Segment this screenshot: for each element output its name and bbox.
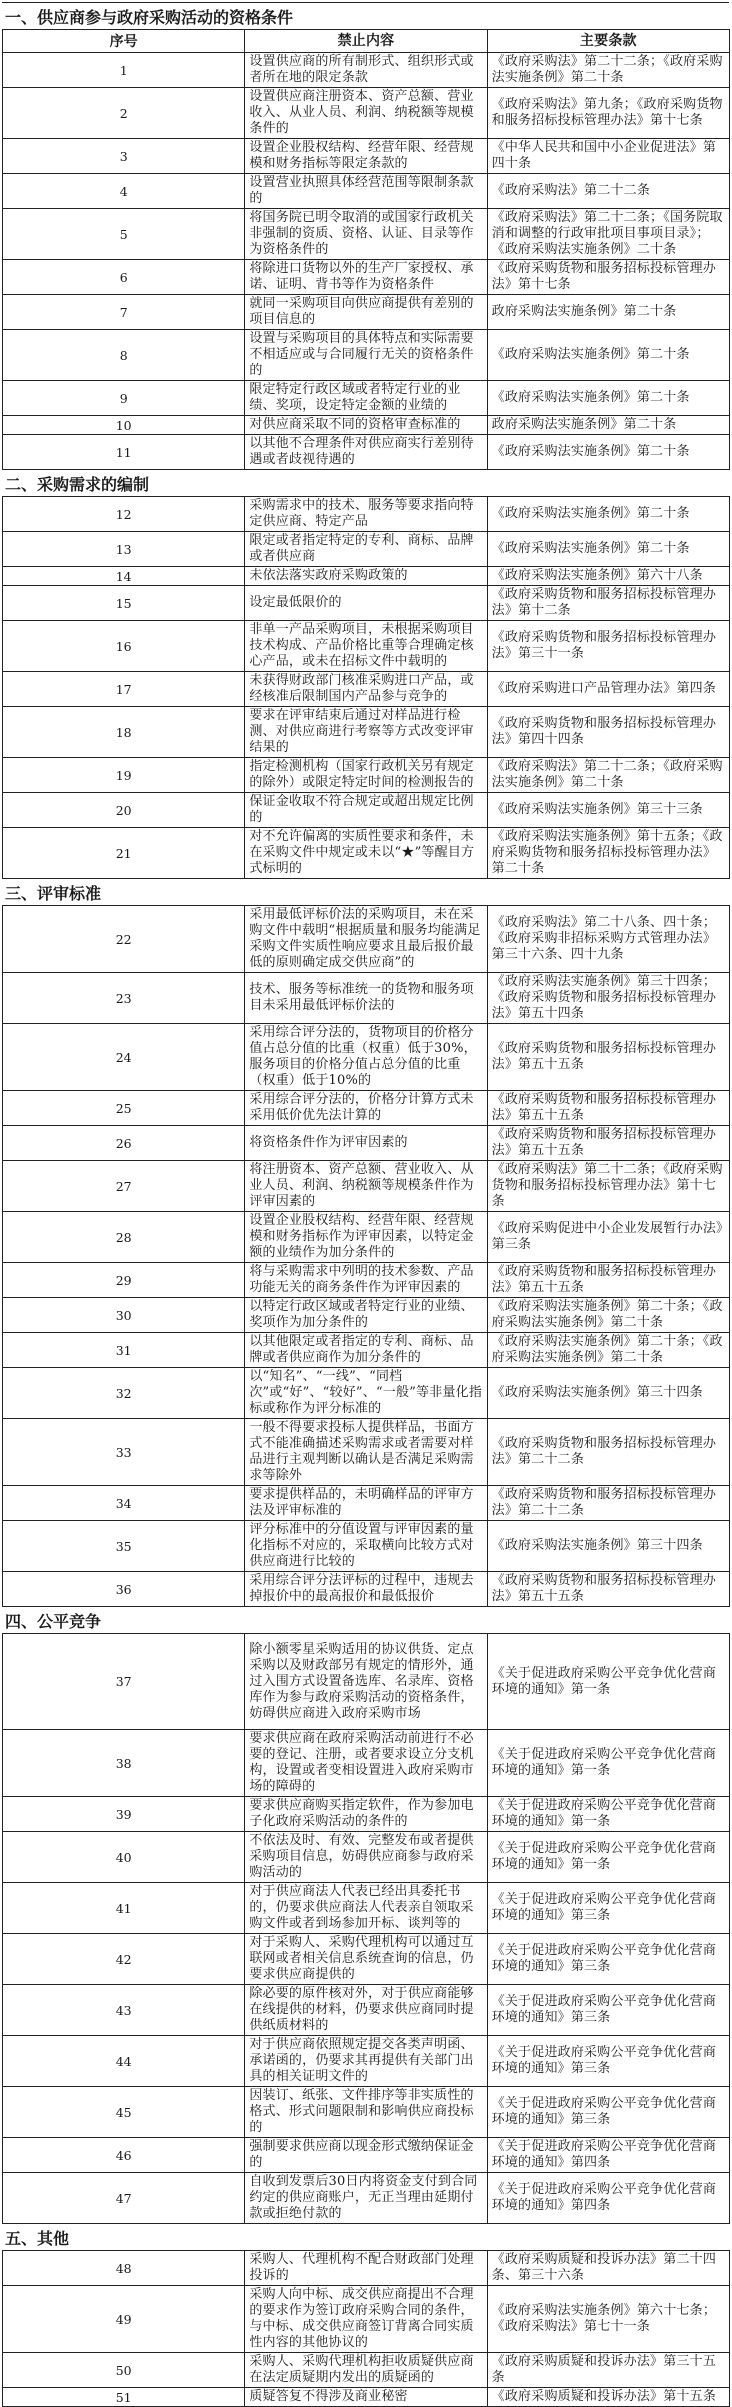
row-legal-clause: 《政府采购法实施条例》第三十三条 — [487, 793, 729, 828]
row-legal-clause: 《政府采购法》第二十二条；《政府采购法实施条例》第二十条 — [487, 53, 729, 88]
row-number: 13 — [3, 532, 245, 567]
row-prohibited-content: 设置供应商的所有制形式、组织形式或者所在地的限定条款 — [245, 53, 487, 88]
section-row — [3, 1607, 730, 1634]
row-legal-clause: 《政府采购法》第二十二条；《政府采购法实施条例》第二十条 — [487, 758, 729, 793]
row-legal-clause: 《政府采购促进中小企业发展暂行办法》第三条 — [487, 1212, 729, 1263]
row-legal-clause: 《政府采购法实施条例》第二十条 — [487, 497, 729, 532]
row-number: 46 — [3, 2138, 245, 2173]
row-number: 1 — [3, 53, 245, 88]
row-prohibited-content: 对于供应商法人代表已经出具委托书的，仍要求供应商法人代表亲自领取采购文件或者到场参加开标、谈判等的 — [245, 1883, 487, 1934]
row-prohibited-content: 要求供应商购买指定软件，作为参加电子化政府采购活动的条件的 — [245, 1797, 487, 1832]
row-number: 45 — [3, 2087, 245, 2138]
row-prohibited-content: 设置企业股权结构、经营年限、经营规模和财务指标等限定条款的 — [245, 139, 487, 174]
row-legal-clause: 《政府采购货物和服务招标投标管理办法》第二十二条 — [487, 1419, 729, 1486]
row-number: 50 — [3, 2353, 245, 2388]
row-legal-clause: 《关于促进政府采购公平竞争优化营商环境的通知》第一条 — [487, 1797, 729, 1832]
row-legal-clause: 《关于促进政府采购公平竞争优化营商环境的通知》第三条 — [487, 1985, 729, 2036]
row-number: 29 — [3, 1263, 245, 1298]
table-row — [3, 209, 730, 260]
row-prohibited-content: 设置与采购项目的具体特点和实际需要不相适应或与合同履行无关的资格条件的 — [245, 330, 487, 381]
table-row — [3, 53, 730, 88]
row-prohibited-content: 不依法及时、有效、完整发布或者提供采购项目信息，妨碍供应商参与政府采购活动的 — [245, 1832, 487, 1883]
row-number: 2 — [3, 88, 245, 139]
row-number: 17 — [3, 672, 245, 707]
row-number: 51 — [3, 2388, 245, 2407]
table-row — [3, 1634, 730, 1730]
row-legal-clause: 《政府采购法实施条例》第六十八条 — [487, 567, 729, 586]
row-prohibited-content: 以特定行政区域或者特定行业的业绩、奖项作为加分条件的 — [245, 1298, 487, 1333]
row-number: 30 — [3, 1298, 245, 1333]
row-number: 6 — [3, 260, 245, 295]
row-legal-clause: 政府采购法实施条例》第二十条 — [487, 295, 729, 330]
row-number: 18 — [3, 707, 245, 758]
row-legal-clause: 《政府采购货物和服务招标投标管理办法》第四十四条 — [487, 707, 729, 758]
table-row — [3, 586, 730, 621]
table-row — [3, 973, 730, 1024]
regulation-document — [2, 2, 730, 2407]
row-prohibited-content: 采购人向中标、成交供应商提出不合理的要求作为签订政府采购合同的条件，与中标、成交供应商签订背离合同实质性内容的其他协议的 — [245, 2286, 487, 2353]
row-prohibited-content: 要求供应商在政府采购活动前进行不必要的登记、注册，或者要求设立分支机构，设置或者变相设置进入政府采购市场的障碍的 — [245, 1730, 487, 1797]
table-row — [3, 1368, 730, 1419]
table-row — [3, 1161, 730, 1212]
section-title: 三、评审标准 — [3, 879, 730, 906]
table-row — [3, 139, 730, 174]
row-number: 12 — [3, 497, 245, 532]
row-number: 22 — [3, 906, 245, 973]
row-legal-clause: 《政府采购货物和服务招标投标管理办法》第十七条 — [487, 260, 729, 295]
table-row — [3, 416, 730, 435]
section-row — [3, 3, 730, 30]
row-legal-clause: 《关于促进政府采购公平竞争优化营商环境的通知》第四条 — [487, 2173, 729, 2224]
section-title: 四、公平竞争 — [3, 1607, 730, 1634]
row-number: 37 — [3, 1634, 245, 1730]
row-legal-clause: 《政府采购货物和服务招标投标管理办法》第三十一条 — [487, 621, 729, 672]
row-legal-clause: 《政府采购法实施条例》第三十四条 — [487, 1368, 729, 1419]
row-legal-clause: 《政府采购法实施条例》第二十条 — [487, 532, 729, 567]
row-legal-clause: 《政府采购货物和服务招标投标管理办法》第十二条 — [487, 586, 729, 621]
row-number: 23 — [3, 973, 245, 1024]
row-legal-clause: 《政府采购法实施条例》第二十条 — [487, 381, 729, 416]
row-legal-clause: 《政府采购货物和服务招标投标管理办法》第五十五条 — [487, 1024, 729, 1091]
row-legal-clause: 《政府采购法实施条例》第二十条 — [487, 330, 729, 381]
table-row — [3, 1126, 730, 1161]
row-number: 24 — [3, 1024, 245, 1091]
row-prohibited-content: 保证金收取不符合规定或超出规定比例的 — [245, 793, 487, 828]
table-row — [3, 828, 730, 879]
row-legal-clause: 《关于促进政府采购公平竞争优化营商环境的通知》第一条 — [487, 1832, 729, 1883]
row-prohibited-content: 采用综合评分法的，货物项目的价格分值占总分值的比重（权重）低于30%，服务项目的价格分值占总分值的比重（权重）低于10%的 — [245, 1024, 487, 1091]
row-number: 42 — [3, 1934, 245, 1985]
section-title: 五、其他 — [3, 2224, 730, 2251]
row-legal-clause: 《关于促进政府采购公平竞争优化营商环境的通知》第三条 — [487, 2036, 729, 2087]
row-prohibited-content: 自收到发票后30日内将资金支付到合同约定的供应商账户，无正当理由延期付款或拒绝付款的 — [245, 2173, 487, 2224]
row-prohibited-content: 要求在评审结束后通过对样品进行检测、对供应商进行考察等方式改变评审结果的 — [245, 707, 487, 758]
row-number: 20 — [3, 793, 245, 828]
row-number: 40 — [3, 1832, 245, 1883]
table-row — [3, 174, 730, 209]
row-legal-clause: 《关于促进政府采购公平竞争优化营商环境的通知》第一条 — [487, 1730, 729, 1797]
row-prohibited-content: 以其他不合理条件对供应商实行差别待遇或者歧视待遇的 — [245, 435, 487, 470]
table-row — [3, 2087, 730, 2138]
row-number: 9 — [3, 381, 245, 416]
table-row — [3, 2388, 730, 2407]
row-number: 3 — [3, 139, 245, 174]
row-number: 36 — [3, 1572, 245, 1607]
row-prohibited-content: 设置企业股权结构、经营年限、经营规模和财务指标作为评审因素，以特定金额的业绩作为加分条件的 — [245, 1212, 487, 1263]
table-row — [3, 1572, 730, 1607]
row-legal-clause: 《政府采购法》第二十八条、四十条；《政府采购非招标采购方式管理办法》第三十六条、四十九条 — [487, 906, 729, 973]
row-prohibited-content: 指定检测机构（国家行政机关另有规定的除外）或限定特定时间的检测报告的 — [245, 758, 487, 793]
row-number: 35 — [3, 1521, 245, 1572]
row-legal-clause: 《关于促进政府采购公平竞争优化营商环境的通知》第四条 — [487, 2138, 729, 2173]
table-row — [3, 435, 730, 470]
table-row — [3, 381, 730, 416]
row-prohibited-content: 一般不得要求投标人提供样品，书面方式不能准确描述采购需求或者需要对样品进行主观判断以确认是否满足采购需求等除外 — [245, 1419, 487, 1486]
row-number: 25 — [3, 1091, 245, 1126]
table-row — [3, 1298, 730, 1333]
table-row — [3, 567, 730, 586]
row-legal-clause: 《关于促进政府采购公平竞争优化营商环境的通知》第三条 — [487, 1934, 729, 1985]
row-number: 15 — [3, 586, 245, 621]
table-row — [3, 295, 730, 330]
table-row — [3, 2138, 730, 2173]
row-prohibited-content: 就同一采购项目向供应商提供有差别的项目信息的 — [245, 295, 487, 330]
table-row — [3, 707, 730, 758]
header-no: 序号 — [3, 30, 245, 53]
row-legal-clause: 《政府采购法实施条例》第三十四条；《政府采购货物和服务招标投标管理办法》第五十四条 — [487, 973, 729, 1024]
row-legal-clause: 《政府采购货物和服务招标投标管理办法》第五十五条 — [487, 1572, 729, 1607]
row-number: 33 — [3, 1419, 245, 1486]
row-prohibited-content: 除小额零星采购适用的协议供货、定点采购以及财政部另有规定的情形外，通过入围方式设置备选库、名录库、资格库作为参与政府采购活动的资格条件，妨碍供应商进入政府采购市场 — [245, 1634, 487, 1730]
table-row — [3, 2286, 730, 2353]
row-number: 19 — [3, 758, 245, 793]
row-prohibited-content: 将与采购需求中列明的技术参数、产品功能无关的商务条件作为评审因素的 — [245, 1263, 487, 1298]
row-number: 4 — [3, 174, 245, 209]
table-row — [3, 88, 730, 139]
row-legal-clause: 《政府采购质疑和投诉办法》第二十四条、第三十六条 — [487, 2251, 729, 2286]
row-prohibited-content: 采购人、代理机构不配合财政部门处理投诉的 — [245, 2251, 487, 2286]
row-prohibited-content: 非单一产品采购项目，未根据采购项目技术构成、产品价格比重等合理确定核心产品，或未在招标文件中载明的 — [245, 621, 487, 672]
row-prohibited-content: 以“知名”、“一线”、“同档次”或“好”、“较好”、“一般”等非量化指标或称作为评分标准的 — [245, 1368, 487, 1419]
table-row — [3, 1419, 730, 1486]
table-row — [3, 1024, 730, 1091]
table-row — [3, 1730, 730, 1797]
row-prohibited-content: 未获得财政部门核准采购进口产品，或经核准后限制国内产品参与竞争的 — [245, 672, 487, 707]
table-row — [3, 1263, 730, 1298]
table-row — [3, 1934, 730, 1985]
row-legal-clause: 政府采购法实施条例》第二十条 — [487, 416, 729, 435]
table-row — [3, 2251, 730, 2286]
row-number: 11 — [3, 435, 245, 470]
row-number: 47 — [3, 2173, 245, 2224]
row-legal-clause: 《政府采购法》第二十二条；《国务院取消和调整的行政审批项目事项目录》；《政府采购法实施条例》二十条 — [487, 209, 729, 260]
section-row — [3, 2224, 730, 2251]
row-number: 5 — [3, 209, 245, 260]
row-number: 16 — [3, 621, 245, 672]
row-legal-clause: 《关于促进政府采购公平竞争优化营商环境的通知》第一条 — [487, 1634, 729, 1730]
row-number: 39 — [3, 1797, 245, 1832]
row-number: 41 — [3, 1883, 245, 1934]
table-row — [3, 793, 730, 828]
row-prohibited-content: 技术、服务等标准统一的货物和服务项目未采用最低评标价法的 — [245, 973, 487, 1024]
row-number: 14 — [3, 567, 245, 586]
table-row — [3, 906, 730, 973]
table-row — [3, 2353, 730, 2388]
table-row — [3, 1091, 730, 1126]
row-number: 31 — [3, 1333, 245, 1368]
row-prohibited-content: 采购人、采购代理机构拒收质疑供应商在法定质疑期内发出的质疑函的 — [245, 2353, 487, 2388]
table-row — [3, 621, 730, 672]
row-prohibited-content: 评分标准中的分值设置与评审因素的量化指标不对应的，采取横向比较方式对供应商进行比较的 — [245, 1521, 487, 1572]
row-number: 27 — [3, 1161, 245, 1212]
row-legal-clause: 《政府采购货物和服务招标投标管理办法》第五十五条 — [487, 1091, 729, 1126]
row-prohibited-content: 对供应商采取不同的资格审查标准的 — [245, 416, 487, 435]
row-legal-clause: 《政府采购法》第九条；《政府采购货物和服务招标投标管理办法》第十七条 — [487, 88, 729, 139]
row-number: 48 — [3, 2251, 245, 2286]
row-legal-clause: 《政府采购质疑和投诉办法》第十五条 — [487, 2388, 729, 2407]
section-title: 一、供应商参与政府采购活动的资格条件 — [3, 3, 730, 30]
row-number: 28 — [3, 1212, 245, 1263]
table-row — [3, 1985, 730, 2036]
table-row — [3, 532, 730, 567]
row-prohibited-content: 设定最低限价的 — [245, 586, 487, 621]
row-prohibited-content: 将国务院已明令取消的或国家行政机关非强制的资质、资格、认证、目录等作为资格条件的 — [245, 209, 487, 260]
row-number: 10 — [3, 416, 245, 435]
table-row — [3, 758, 730, 793]
table-row — [3, 1333, 730, 1368]
row-prohibited-content: 未依法落实政府采购政策的 — [245, 567, 487, 586]
table-row — [3, 1212, 730, 1263]
row-prohibited-content: 以其他限定或者指定的专利、商标、品牌或者供应商作为加分条件的 — [245, 1333, 487, 1368]
row-prohibited-content: 强制要求供应商以现金形式缴纳保证金的 — [245, 2138, 487, 2173]
row-legal-clause: 《政府采购法实施条例》第六十七条；《政府采购法》第七十一条 — [487, 2286, 729, 2353]
row-legal-clause: 《政府采购货物和服务招标投标管理办法》第五十五条 — [487, 1126, 729, 1161]
row-prohibited-content: 将除进口货物以外的生产厂家授权、承诺、证明、背书等作为资格条件 — [245, 260, 487, 295]
table-row — [3, 330, 730, 381]
row-prohibited-content: 采购需求中的技术、服务等要求指向特定供应商、特定产品 — [245, 497, 487, 532]
row-legal-clause: 《关于促进政府采购公平竞争优化营商环境的通知》第三条 — [487, 1883, 729, 1934]
table-row — [3, 672, 730, 707]
table-row — [3, 1521, 730, 1572]
row-number: 32 — [3, 1368, 245, 1419]
row-prohibited-content: 因装订、纸张、文件排序等非实质性的格式、形式问题限制和影响供应商投标的 — [245, 2087, 487, 2138]
row-legal-clause: 《政府采购法》第二十二条；《政府采购货物和服务招标投标管理办法》第十七条 — [487, 1161, 729, 1212]
table-row — [3, 2173, 730, 2224]
row-prohibited-content: 对于供应商依照规定提交各类声明函、承诺函的，仍要求其再提供有关部门出具的相关证明文件的 — [245, 2036, 487, 2087]
row-legal-clause: 《政府采购法实施条例》第三十四条 — [487, 1521, 729, 1572]
row-number: 21 — [3, 828, 245, 879]
section-row — [3, 470, 730, 497]
row-legal-clause: 《政府采购质疑和投诉办法》第三十五条 — [487, 2353, 729, 2388]
row-number: 43 — [3, 1985, 245, 2036]
table-row — [3, 1486, 730, 1521]
prohibition-table — [2, 2, 730, 2407]
row-legal-clause: 《政府采购法》第二十二条 — [487, 174, 729, 209]
row-prohibited-content: 对于采购人、采购代理机构可以通过互联网或者相关信息系统查询的信息，仍要求供应商提供的 — [245, 1934, 487, 1985]
table-row — [3, 1883, 730, 1934]
row-number: 8 — [3, 330, 245, 381]
row-legal-clause: 《政府采购法实施条例》第二十条；《政府采购法实施条例》第二十条 — [487, 1333, 729, 1368]
row-legal-clause: 《政府采购进口产品管理办法》第四条 — [487, 672, 729, 707]
row-number: 26 — [3, 1126, 245, 1161]
row-legal-clause: 《政府采购法实施条例》第十五条；《政府采购货物和服务招标投标管理办法》第二十条 — [487, 828, 729, 879]
row-prohibited-content: 要求提供样品的，未明确样品的评审方法及评审标准的 — [245, 1486, 487, 1521]
row-legal-clause: 《政府采购货物和服务招标投标管理办法》第五十五条 — [487, 1263, 729, 1298]
row-prohibited-content: 对不允许偏离的实质性要求和条件，未在采购文件中规定或未以“★”等醒目方式标明的 — [245, 828, 487, 879]
table-row — [3, 497, 730, 532]
header-clause: 主要条款 — [487, 30, 729, 53]
table-row — [3, 260, 730, 295]
row-prohibited-content: 设置营业执照具体经营范围等限制条款的 — [245, 174, 487, 209]
row-prohibited-content: 采用综合评分法评标的过程中，违规去掉报价中的最高报价和最低报价 — [245, 1572, 487, 1607]
row-legal-clause: 《政府采购法实施条例》第二十条；《政府采购法实施条例》第二十条 — [487, 1298, 729, 1333]
row-legal-clause: 《关于促进政府采购公平竞争优化营商环境的通知》第三条 — [487, 2087, 729, 2138]
table-row — [3, 2036, 730, 2087]
row-legal-clause: 《政府采购法实施条例》第二十条 — [487, 435, 729, 470]
row-prohibited-content: 设置供应商注册资本、资产总额、营业收入、从业人员、利润、纳税额等规模条件的 — [245, 88, 487, 139]
row-number: 34 — [3, 1486, 245, 1521]
row-prohibited-content: 质疑答复不得涉及商业秘密 — [245, 2388, 487, 2407]
row-prohibited-content: 将注册资本、资产总额、营业收入、从业人员、利润、纳税额等规模条件作为评审因素的 — [245, 1161, 487, 1212]
row-legal-clause: 《政府采购货物和服务招标投标管理办法》第二十二条 — [487, 1486, 729, 1521]
table-header-row — [3, 30, 730, 53]
row-prohibited-content: 采用综合评分法的，价格分计算方式未采用低价优先法计算的 — [245, 1091, 487, 1126]
row-number: 38 — [3, 1730, 245, 1797]
row-number: 44 — [3, 2036, 245, 2087]
row-prohibited-content: 采用最低评标价法的采购项目，未在采购文件中载明“根据质量和服务均能满足采购文件实质性响应要求且最后报价最低的原则确定成交供应商”的 — [245, 906, 487, 973]
table-row — [3, 1832, 730, 1883]
section-row — [3, 879, 730, 906]
header-content: 禁止内容 — [245, 30, 487, 53]
row-number: 7 — [3, 295, 245, 330]
row-prohibited-content: 除必要的原件核对外，对于供应商能够在线提供的材料，仍要求供应商同时提供纸质材料的 — [245, 1985, 487, 2036]
row-prohibited-content: 限定或者指定特定的专利、商标、品牌或者供应商 — [245, 532, 487, 567]
row-prohibited-content: 限定特定行政区域或者特定行业的业绩、奖项，设定特定金额的业绩的 — [245, 381, 487, 416]
table-row — [3, 1797, 730, 1832]
row-prohibited-content: 将资格条件作为评审因素的 — [245, 1126, 487, 1161]
row-number: 49 — [3, 2286, 245, 2353]
row-legal-clause: 《中华人民共和国中小企业促进法》第四十条 — [487, 139, 729, 174]
section-title: 二、采购需求的编制 — [3, 470, 730, 497]
